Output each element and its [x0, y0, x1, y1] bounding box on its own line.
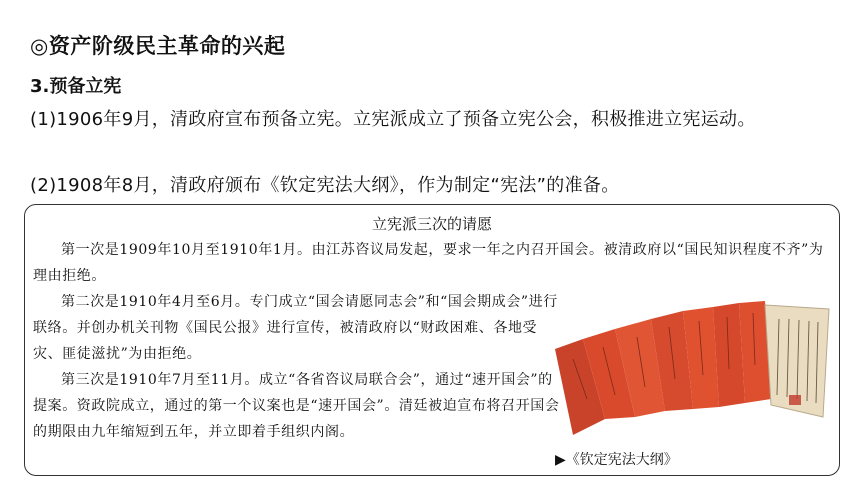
box-title: 立宪派三次的请愿 [371, 215, 492, 233]
petition-second-paragraph: 第二次是1910年4月至6月。专门成立“国会请愿同志会”和“国会期成会”进行联络。并创办机关刊物《国民公报》进行宣传，被清政府以“财政困难、各地受灾、匪徒滋扰”为由拒绝。 [33, 294, 558, 362]
open-document [765, 305, 829, 417]
point-1-text: (1)1906年9月，清政府宣布预备立宪。立宪派成立了预备立宪公会，积极推进立宪运动。 [30, 109, 756, 130]
subsection-heading: 3.预备立宪 [30, 76, 122, 97]
petition-later-block [33, 289, 563, 445]
point-2-text: (2)1908年8月，清政府颁布《钦定宪法大纲》，作为制定“宪法”的准备。 [30, 175, 620, 196]
petition-third-paragraph: 第三次是1910年7月至11月。成立“各省咨议局联合会”，通过“速开国会”的提案。资政院成立，通过的第一个议案也是“速开国会”。清廷被迫宣布将召开国会的期限由九年缩短到五年，并立即着手组织内阁。 [33, 372, 560, 440]
constitution-booklets-image [553, 299, 835, 439]
petition-info-box [24, 204, 840, 476]
petition-first-paragraph: 第一次是1909年10月至1910年1月。由江苏咨议局发起，要求一年之内召开国会。被清政府以“国民知识程度不齐”为理由拒绝。 [33, 242, 824, 284]
section-heading: ◎资产阶级民主革命的兴起 [30, 34, 286, 58]
petition-first-block [33, 237, 833, 289]
image-caption: ▶《钦定宪法大纲》 [555, 452, 678, 468]
red-booklets [555, 301, 771, 435]
